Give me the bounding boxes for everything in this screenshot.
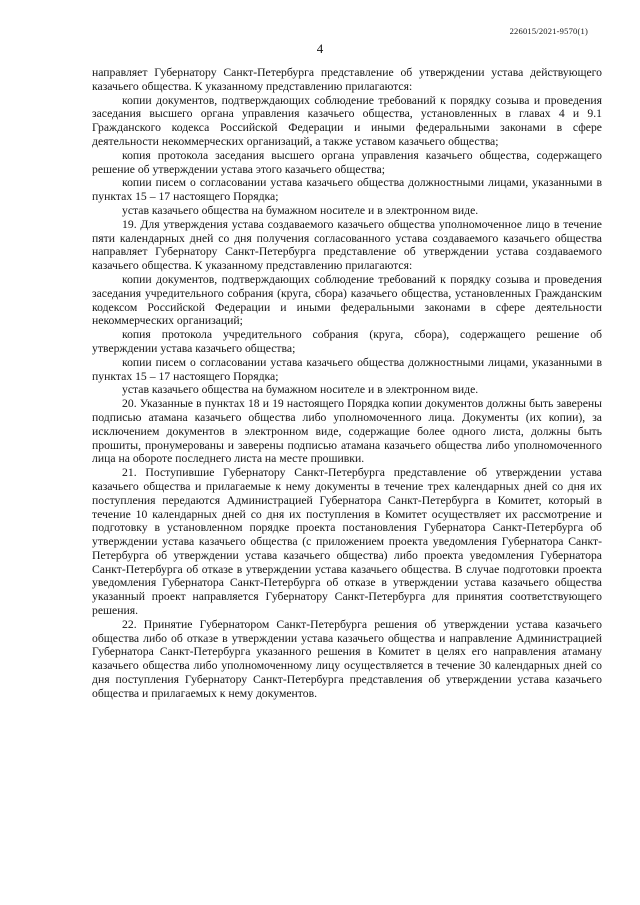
paragraph-item: копии документов, подтверждающих соблюдение требований к порядку созыва и проведения заседания учредительного собрания (круга, сбора) казачьего общества, установленных Гражданским кодексом Российской Федерации и иными федеральными законами в сфере деятельности некоммерческих организаций; — [92, 272, 602, 328]
paragraph-item: копии писем о согласовании устава казачьего общества должностными лицами, указанными в пунктах 15 – 17 настоящего Порядка; — [92, 176, 602, 204]
document-number: 226015/2021-9570(1) — [509, 26, 588, 36]
paragraph-item: копия протокола заседания высшего органа управления казачьего общества, содержащего решение об утверждении устава этого казачьего общества; — [92, 148, 602, 176]
paragraph-item: копия протокола учредительного собрания (круга, сбора), содержащего решение об утверждении устава казачьего общества; — [92, 328, 602, 355]
paragraph-clause-21: 21. Поступившие Губернатору Санкт-Петербурга представление об утверждении устава казачьего общества и прилагаемые к нему документы в течение трех календарных дней со дня их поступления передаются Администрацией Губернатора Санкт-Петербурга в Комитет, который в течение 10 календарных дней со дня их поступления в Комитет осуществляет их рассмотрение и подготовку в установленном порядке проекта постановления Губернатора Санкт-Петербурга об утверждении устава казачьего общества (с приложением проекта уведомления Губернатора Санкт-Петербурга об утверждении устава казачьего общества) либо проекта уведомления Губернатора Санкт-Петербурга об отказе в утверждении устава казачьего общества. В случае подготовки проекта уведомления Губернатора Санкт-Петербурга об отказе в утверждении устава казачьего общества указанный проект направляется Губернатору Санкт-Петербурга для принятия соответствующего решения. — [92, 466, 602, 618]
paragraph-continuation: направляет Губернатору Санкт-Петербурга представление об утверждении устава действующего казачьего общества. К указанному представлению прилагаются: — [92, 66, 602, 93]
paragraph-item: устав казачьего общества на бумажном носителе и в электронном виде. — [122, 203, 479, 217]
paragraph-item: устав казачьего общества на бумажном носителе и в электронном виде. — [122, 383, 479, 397]
page-number: 4 — [316, 41, 324, 56]
paragraph-item: копии писем о согласовании устава казачьего общества должностными лицами, указанными в пунктах 15 – 17 настоящего Порядка; — [92, 355, 602, 383]
paragraph-clause-19: 19. Для утверждения устава создаваемого казачьего общества уполномоченное лицо в течение пяти календарных дней со дня получения согласованного устава создаваемого казачьего общества направляет Губернатору Санкт-Петербурга представление об утверждении устава создаваемого казачьего общества. К указанному представлению прилагаются: — [92, 217, 602, 273]
paragraph-clause-20: 20. Указанные в пунктах 18 и 19 настоящего Порядка копии документов должны быть заверены подписью атамана казачьего общества либо уполномоченного лица. Документы (их копии), за исключением документов в электронном виде, содержащие более одного листа, должны быть прошиты, пронумерованы и заверены подписью атамана казачьего общества либо уполномоченного лица на обороте последнего листа на месте прошивки. — [92, 397, 602, 466]
paragraph-item: копии документов, подтверждающих соблюдение требований к порядку созыва и проведения заседания высшего органа управления казачьего общества, установленных в главах 4 и 9.1 Гражданского кодекса Российской Федерации и иными федеральными законами в сфере деятельности некоммерческих организаций, а также уставом казачьего общества; — [92, 93, 602, 148]
document-body — [92, 66, 602, 701]
paragraph-clause-22: 22. Принятие Губернатором Санкт-Петербурга решения об утверждении устава казачьего общества либо об отказе в утверждении устава казачьего общества и направление Администрацией Губернатора Санкт-Петербурга указанного решения в Комитет в целях его направления атаману казачьего общества либо уполномоченному лицу осуществляется в течение 30 календарных дней со дня поступления Губернатору Санкт-Петербурга представления об утверждении устава казачьего общества и прилагаемых к нему документов. — [92, 617, 602, 700]
